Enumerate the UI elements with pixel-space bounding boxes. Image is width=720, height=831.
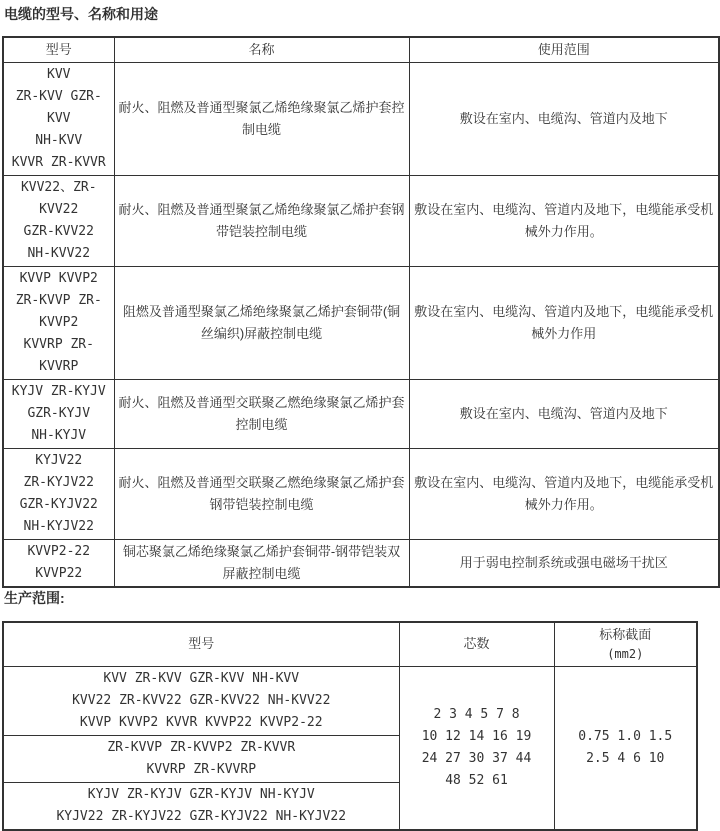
model-group-cell: [3, 666, 399, 735]
model-line: KVV22 ZR-KVV22 GZR-KVV22 NH-KVV22: [72, 692, 331, 708]
table-row: [3, 449, 719, 540]
model-cell: [3, 63, 114, 176]
name-cell: 铜芯聚氯乙烯绝缘聚氯乙烯护套铜带-钢带铠装双屏蔽控制电缆: [114, 540, 409, 588]
header-core-count: 芯数: [399, 622, 554, 666]
model-line: GZR-KVV22: [23, 224, 94, 239]
core-count-line: 10 12 14 16 19: [421, 728, 532, 744]
model-line: NH-KYJV22: [23, 519, 94, 534]
table-header-row: [3, 622, 697, 666]
core-count-line: 2 3 4 5 7 8: [433, 706, 520, 722]
table-row: [3, 666, 697, 735]
table-row: [3, 540, 719, 588]
header-model: 型号: [3, 622, 399, 666]
model-line: KVV ZR-KVV GZR-KVV NH-KVV: [103, 670, 300, 686]
model-line: KVVP KVVP2: [19, 271, 98, 286]
model-line: KVVR ZR-KVVR: [11, 155, 106, 170]
name-cell: 耐火、阻燃及普通型聚氯乙烯绝缘聚氯乙烯护套控制电缆: [114, 63, 409, 176]
model-line: KYJV22: [35, 453, 83, 468]
model-line: ZR-KVV GZR-KVV: [15, 89, 102, 126]
table-row: [3, 63, 719, 176]
model-line: ZR-KYJV22: [23, 475, 94, 490]
usage-cell: 敷设在室内、电缆沟、管道内及地下: [409, 380, 719, 449]
model-line: NH-KVV: [35, 133, 83, 148]
usage-cell: 敷设在室内、电缆沟、管道内及地下，电缆能承受机械外力作用。: [409, 449, 719, 540]
header-name: 名称: [114, 37, 409, 63]
model-line: NH-KVV22: [27, 246, 91, 261]
model-line: KYJV22 ZR-KYJV22 GZR-KYJV22 NH-KYJV22: [56, 808, 347, 824]
model-group-cell: [3, 782, 399, 830]
model-line: ZR-KVVP ZR-KVVP2 ZR-KVVR: [107, 739, 296, 755]
model-line: KVV: [47, 67, 71, 82]
name-cell: 耐火、阻燃及普通型交联聚乙燃绝缘聚氯乙烯护套控制电缆: [114, 380, 409, 449]
name-cell: 阻燃及普通型聚氯乙烯绝缘聚氯乙烯护套铜带(铜丝编织)屏蔽控制电缆: [114, 267, 409, 380]
model-line: NH-KYJV: [31, 428, 87, 443]
usage-cell: 敷设在室内、电缆沟、管道内及地下: [409, 63, 719, 176]
core-count-line: 24 27 30 37 44: [421, 750, 532, 766]
model-cell: [3, 380, 114, 449]
model-cell: [3, 267, 114, 380]
section-title-production-range: 生产范围:: [4, 590, 65, 606]
usage-cell: 敷设在室内、电缆沟、管道内及地下，电缆能承受机械外力作用。: [409, 176, 719, 267]
header-nominal-section: [554, 622, 697, 666]
model-line: KVVRP ZR-KVVRP: [146, 761, 257, 777]
model-line: KYJV ZR-KYJV: [11, 384, 106, 399]
model-line: KVVRP ZR-KVVRP: [23, 337, 94, 374]
model-group-cell: [3, 735, 399, 782]
model-line: KVVP KVVP2 KVVR KVVP22 KVVP2-22: [79, 714, 323, 730]
core-count-cell: [399, 666, 554, 830]
model-line: KVVP22: [35, 566, 83, 581]
core-count-line: 48 52 61: [445, 772, 508, 788]
table-row: [3, 380, 719, 449]
nominal-section-line: 2.5 4 6 10: [586, 750, 665, 766]
model-line: KYJV ZR-KYJV GZR-KYJV NH-KYJV: [87, 786, 315, 802]
name-cell: 耐火、阻燃及普通型聚氯乙烯绝缘聚氯乙烯护套钢带铠装控制电缆: [114, 176, 409, 267]
model-line: GZR-KYJV22: [19, 497, 98, 512]
model-line: GZR-KYJV: [27, 406, 91, 421]
production-range-table: [2, 621, 698, 831]
table-row: [3, 267, 719, 380]
nominal-section-line: 0.75 1.0 1.5: [578, 728, 673, 744]
name-cell: 耐火、阻燃及普通型交联聚乙燃绝缘聚氯乙烯护套钢带铠装控制电缆: [114, 449, 409, 540]
model-cell: [3, 449, 114, 540]
header-nominal-section-label: 标称截面: [599, 627, 652, 643]
model-line: KVV22、ZR-KVV22: [20, 180, 97, 217]
header-usage: 使用范围: [409, 37, 719, 63]
header-nominal-section-unit: (mm2): [607, 647, 644, 662]
usage-cell: 用于弱电控制系统或强电磁场干扰区: [409, 540, 719, 588]
nominal-section-cell: [554, 666, 697, 830]
usage-cell: 敷设在室内、电缆沟、管道内及地下，电缆能承受机械外力作用: [409, 267, 719, 380]
table-header-row: [3, 37, 719, 63]
header-model: 型号: [3, 37, 114, 63]
cable-usage-table: [2, 36, 720, 588]
model-cell: [3, 540, 114, 588]
model-line: ZR-KVVP ZR-KVVP2: [15, 293, 102, 330]
model-cell: [3, 176, 114, 267]
table-row: [3, 176, 719, 267]
page-title: 电缆的型号、名称和用途: [4, 6, 158, 22]
model-line: KVVP2-22: [27, 544, 91, 559]
